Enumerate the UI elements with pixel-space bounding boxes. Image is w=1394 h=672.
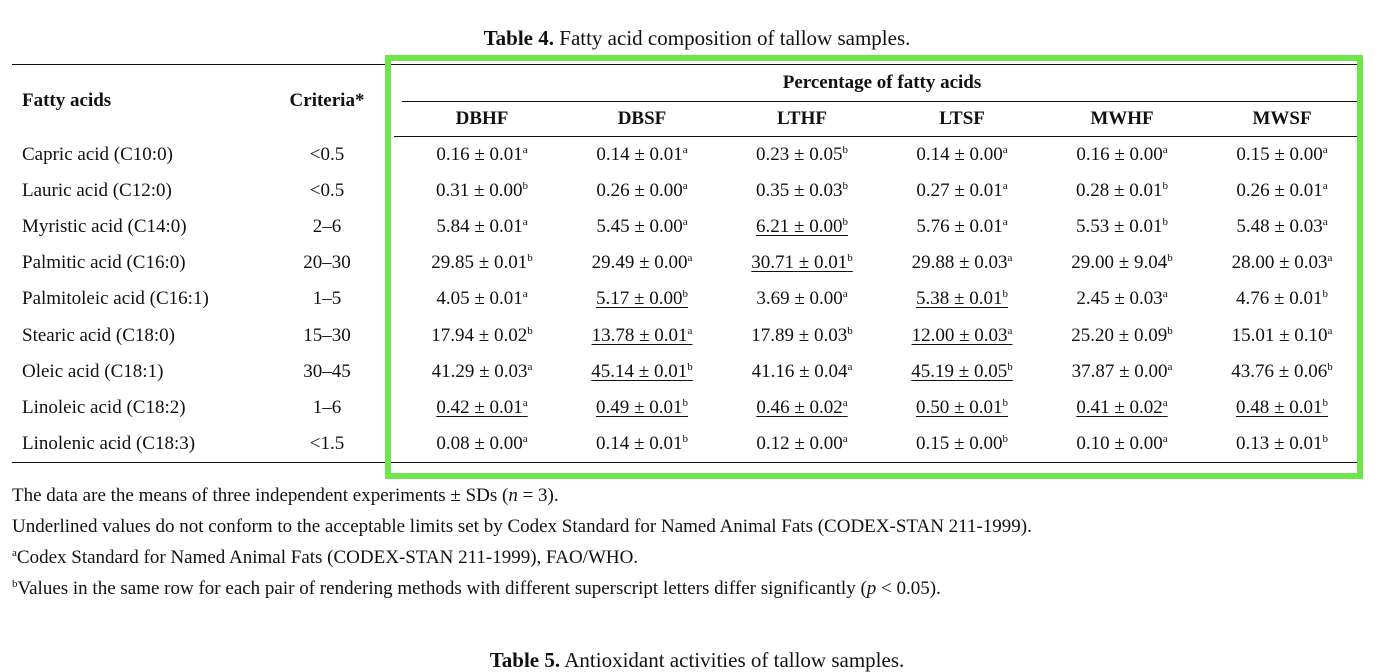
fatty-acid-name: Linoleic acid (C18:2) [22, 396, 186, 418]
percentage-cell [722, 426, 882, 463]
percentage-cell [1202, 426, 1362, 463]
header-sample: MWHF [1042, 102, 1202, 137]
significance-letter: b [1002, 288, 1008, 301]
value: 4.05 ± 0.01$^a$ [436, 288, 528, 310]
header-criteria: Criteria* [260, 65, 394, 137]
nonconforming-value: 5.38 ± 0.01$^b$ [916, 288, 1008, 310]
table4-title: Fatty acid composition of tallow samples. [559, 26, 911, 50]
significance-letter: b [682, 432, 688, 445]
significance-letter: a [522, 288, 528, 301]
significance-letter: b [842, 144, 848, 157]
percentage-cell [722, 209, 882, 245]
percentage-cell [1042, 281, 1202, 317]
fatty-acid-name: Oleic acid (C18:1) [22, 360, 164, 382]
percentage-cell [402, 281, 562, 317]
value: 25.20 ± 0.09$^b$ [1071, 324, 1173, 346]
percentage-cell [562, 209, 722, 245]
fatty-acid-name: Palmitoleic acid (C16:1) [22, 288, 209, 310]
percentage-cell [1202, 209, 1362, 245]
value: 0.26 ± 0.01$^a$ [1236, 180, 1328, 202]
significance-letter: a [1002, 144, 1008, 157]
value: 15.01 ± 0.10$^a$ [1231, 324, 1333, 346]
table-row [12, 317, 1362, 353]
value: 4.76 ± 0.01$^b$ [1236, 288, 1328, 310]
percentage-cell [1042, 245, 1202, 281]
percentage-cell [1042, 354, 1202, 390]
value: 5.53 ± 0.01$^b$ [1076, 216, 1168, 238]
percentage-cell [402, 317, 562, 353]
percentage-cell [722, 173, 882, 209]
significance-letter: b [842, 216, 848, 229]
percentage-cell [882, 209, 1042, 245]
table4-label: Table 4. [483, 26, 555, 50]
nonconforming-value: 0.48 ± 0.01$^b$ [1236, 396, 1328, 418]
significance-letter: b [682, 396, 688, 409]
significance-letter: a [1002, 180, 1008, 193]
value: 0.31 ± 0.00$^b$ [436, 180, 528, 202]
value: 0.27 ± 0.01$^a$ [916, 180, 1008, 202]
significance-letter: b [1167, 324, 1173, 337]
value: 0.14 ± 0.01$^a$ [596, 144, 688, 166]
value: 29.00 ± 9.04$^b$ [1071, 252, 1173, 274]
significance-letter: a [1007, 324, 1013, 337]
fatty-acid-name: Capric acid (C10:0) [22, 143, 173, 165]
percentage-cell [1202, 354, 1362, 390]
nonconforming-value: 0.49 ± 0.01$^b$ [596, 396, 688, 418]
significance-letter: b [1327, 360, 1333, 373]
significance-letter: a [682, 144, 688, 157]
percentage-cell [1202, 173, 1362, 209]
significance-letter: a [1162, 144, 1168, 157]
significance-letter: a [842, 288, 848, 301]
percentage-cell [562, 317, 722, 353]
percentage-cell [562, 245, 722, 281]
percentage-cell [402, 354, 562, 390]
value: 5.45 ± 0.00$^a$ [596, 216, 688, 238]
value: 29.88 ± 0.03$^a$ [911, 252, 1013, 274]
criteria-value: <0.5 [309, 143, 345, 165]
percentage-cell [562, 390, 722, 426]
percentage-cell [1202, 317, 1362, 353]
criteria-value: <0.5 [309, 180, 345, 202]
table-body [12, 137, 1362, 463]
fatty-acid-name: Linolenic acid (C18:3) [12, 426, 260, 463]
significance-letter: a [1162, 396, 1168, 409]
table4-caption [0, 26, 1394, 50]
percentage-cell [882, 390, 1042, 426]
criteria-value: 1–5 [312, 288, 342, 310]
percentage-cell [562, 173, 722, 209]
percentage-cell [1202, 137, 1362, 174]
percentage-cell [562, 281, 722, 317]
significance-letter: b [1322, 396, 1328, 409]
nonconforming-value: 13.78 ± 0.01$^a$ [591, 324, 693, 346]
value: 0.13 ± 0.01$^b$ [1236, 432, 1328, 454]
table-row [12, 390, 1362, 426]
fatty-acid-name: Myristic acid (C14:0) [22, 216, 187, 238]
criteria-value: 20–30 [303, 252, 351, 274]
significance-letter: a [682, 180, 688, 193]
percentage-cell [562, 354, 722, 390]
value: 0.16 ± 0.00$^a$ [1076, 144, 1168, 166]
criteria-value: 15–30 [303, 324, 351, 346]
percentage-cell [1042, 426, 1202, 463]
percentage-cell [722, 137, 882, 174]
percentage-cell [722, 390, 882, 426]
nonconforming-value: 45.14 ± 0.01$^b$ [591, 360, 693, 382]
percentage-cell [882, 317, 1042, 353]
significance-letter: a [842, 396, 848, 409]
table4-footnotes [12, 480, 1032, 604]
value: 17.94 ± 0.02$^b$ [431, 324, 533, 346]
percentage-cell [1042, 209, 1202, 245]
percentage-cell [722, 245, 882, 281]
percentage-cell [722, 354, 882, 390]
criteria-value: <1.5 [260, 426, 394, 463]
value: 41.29 ± 0.03$^a$ [431, 360, 533, 382]
value: 2.45 ± 0.03$^a$ [1076, 288, 1168, 310]
percentage-cell [1202, 390, 1362, 426]
significance-letter: b [527, 324, 533, 337]
significance-letter: a [1167, 360, 1173, 373]
percentage-cell [402, 390, 562, 426]
significance-letter: b [1162, 216, 1168, 229]
value: 0.14 ± 0.00$^a$ [916, 144, 1008, 166]
value: 3.69 ± 0.00$^a$ [756, 288, 848, 310]
nonconforming-value: 12.00 ± 0.03$^a$ [911, 324, 1013, 346]
value: 41.16 ± 0.04$^a$ [751, 360, 853, 382]
value: 0.14 ± 0.01$^b$ [596, 432, 688, 454]
percentage-cell [882, 281, 1042, 317]
table-row [12, 354, 1362, 390]
fatty-acid-table [12, 64, 1362, 463]
table-row [12, 281, 1362, 317]
percentage-cell [882, 354, 1042, 390]
percentage-cell [402, 137, 562, 174]
significance-letter: b [842, 180, 848, 193]
value: 0.26 ± 0.00$^a$ [596, 180, 688, 202]
value: 0.12 ± 0.00$^a$ [756, 432, 848, 454]
percentage-cell [722, 317, 882, 353]
significance-letter: b [1322, 432, 1328, 445]
percentage-cell [1202, 245, 1362, 281]
nonconforming-value: 0.42 ± 0.01$^a$ [436, 396, 528, 418]
significance-letter: b [847, 252, 853, 265]
significance-letter: a [1322, 144, 1328, 157]
nonconforming-value: 0.41 ± 0.02$^a$ [1076, 396, 1168, 418]
percentage-cell [402, 173, 562, 209]
table-row [12, 426, 1362, 463]
table5-caption [0, 648, 1394, 672]
significance-letter: b [527, 252, 533, 265]
percentage-cell [1202, 281, 1362, 317]
fatty-acid-name: Palmitic acid (C16:0) [22, 252, 186, 274]
table-row [12, 245, 1362, 281]
nonconforming-value: 0.46 ± 0.02$^a$ [756, 396, 848, 418]
criteria-value: 1–6 [312, 396, 342, 418]
header-sample: DBHF [402, 102, 562, 137]
significance-letter: a [1002, 216, 1008, 229]
table-row [12, 137, 1362, 174]
header-sample: LTSF [882, 102, 1042, 137]
significance-letter: a [687, 252, 693, 265]
percentage-cell [882, 245, 1042, 281]
value: 0.15 ± 0.00$^b$ [916, 432, 1008, 454]
value: 37.87 ± 0.00$^a$ [1071, 360, 1173, 382]
value: 17.89 ± 0.03$^b$ [751, 324, 853, 346]
fatty-acid-name: Stearic acid (C18:0) [22, 324, 176, 346]
header-sample: DBSF [562, 102, 722, 137]
percentage-cell [402, 426, 562, 463]
header-percentage-group: Percentage of fatty acids [402, 65, 1362, 102]
percentage-cell [1042, 173, 1202, 209]
significance-letter: b [1167, 252, 1173, 265]
footnote-a: $^a$Codex Standard for Named Animal Fats (CODEX-STAN 211-1999), FAO/WHO. [12, 547, 639, 568]
significance-letter: b [1162, 180, 1168, 193]
significance-letter: a [1007, 252, 1013, 265]
percentage-cell [1042, 137, 1202, 174]
significance-letter: a [842, 432, 848, 445]
nonconforming-value: 5.17 ± 0.00$^b$ [596, 288, 688, 310]
criteria-value: 2–6 [312, 216, 342, 238]
percentage-cell [562, 426, 722, 463]
value: 0.16 ± 0.01$^a$ [436, 144, 528, 166]
nonconforming-value: 6.21 ± 0.00$^b$ [756, 216, 848, 238]
percentage-cell [402, 209, 562, 245]
significance-letter: a [527, 360, 533, 373]
significance-letter: a [1162, 432, 1168, 445]
percentage-cell [1042, 390, 1202, 426]
significance-letter: a [1322, 216, 1328, 229]
value: 5.48 ± 0.03$^a$ [1236, 216, 1328, 238]
table4-container [12, 64, 1362, 463]
significance-letter: b [1322, 288, 1328, 301]
significance-letter: a [522, 216, 528, 229]
value: 0.08 ± 0.00$^a$ [436, 432, 528, 454]
value: 28.00 ± 0.03$^a$ [1231, 252, 1333, 274]
header-sample: MWSF [1202, 102, 1362, 137]
nonconforming-value: 30.71 ± 0.01$^b$ [751, 252, 853, 274]
nonconforming-value: 45.19 ± 0.05$^b$ [911, 360, 1013, 382]
table5-title: Antioxidant activities of tallow samples. [564, 648, 905, 672]
percentage-cell [882, 137, 1042, 174]
header-fatty-acids: Fatty acids [12, 65, 260, 137]
significance-letter: a [522, 144, 528, 157]
percentage-cell [562, 137, 722, 174]
footnote-b: $^b$Values in the same row for each pair of rendering methods with different superscript letters differ significantly (p < 0.05). [12, 578, 941, 599]
significance-letter: a [522, 432, 528, 445]
value: 0.15 ± 0.00$^a$ [1236, 144, 1328, 166]
table-row [12, 209, 1362, 245]
header-sample: LTHF [722, 102, 882, 137]
table-row [12, 173, 1362, 209]
significance-letter: a [522, 396, 528, 409]
percentage-cell [402, 245, 562, 281]
significance-letter: a [1327, 324, 1333, 337]
significance-letter: b [687, 360, 693, 373]
nonconforming-value: 0.50 ± 0.01$^b$ [916, 396, 1008, 418]
value: 0.28 ± 0.01$^b$ [1076, 180, 1168, 202]
fatty-acid-name: Lauric acid (C12:0) [22, 180, 172, 202]
value: 5.84 ± 0.01$^a$ [436, 216, 528, 238]
significance-letter: b [1002, 432, 1008, 445]
significance-letter: b [1002, 396, 1008, 409]
value: 5.76 ± 0.01$^a$ [916, 216, 1008, 238]
percentage-cell [1042, 317, 1202, 353]
significance-letter: b [847, 324, 853, 337]
value: 43.76 ± 0.06$^b$ [1231, 360, 1333, 382]
significance-letter: a [1327, 252, 1333, 265]
value: 0.10 ± 0.00$^a$ [1076, 432, 1168, 454]
significance-letter: b [522, 180, 528, 193]
significance-letter: b [1007, 360, 1013, 373]
value: 0.23 ± 0.05$^b$ [756, 144, 848, 166]
significance-letter: a [847, 360, 853, 373]
significance-letter: a [682, 216, 688, 229]
percentage-cell [882, 426, 1042, 463]
value: 29.49 ± 0.00$^a$ [591, 252, 693, 274]
value: 29.85 ± 0.01$^b$ [431, 252, 533, 274]
significance-letter: b [682, 288, 688, 301]
footnote-underlined: Underlined values do not conform to the acceptable limits set by Codex Standard for Named Animal Fats (CODEX-STAN 211-1999). [12, 516, 1032, 537]
significance-letter: a [1162, 288, 1168, 301]
footnote-means: The data are the means of three independent experiments ± SDs (n = 3). [12, 485, 559, 506]
significance-letter: a [687, 324, 693, 337]
criteria-value: 30–45 [303, 360, 351, 382]
significance-letter: a [1322, 180, 1328, 193]
table5-label: Table 5. [489, 648, 561, 672]
percentage-cell [722, 281, 882, 317]
percentage-cell [882, 173, 1042, 209]
value: 0.35 ± 0.03$^b$ [756, 180, 848, 202]
